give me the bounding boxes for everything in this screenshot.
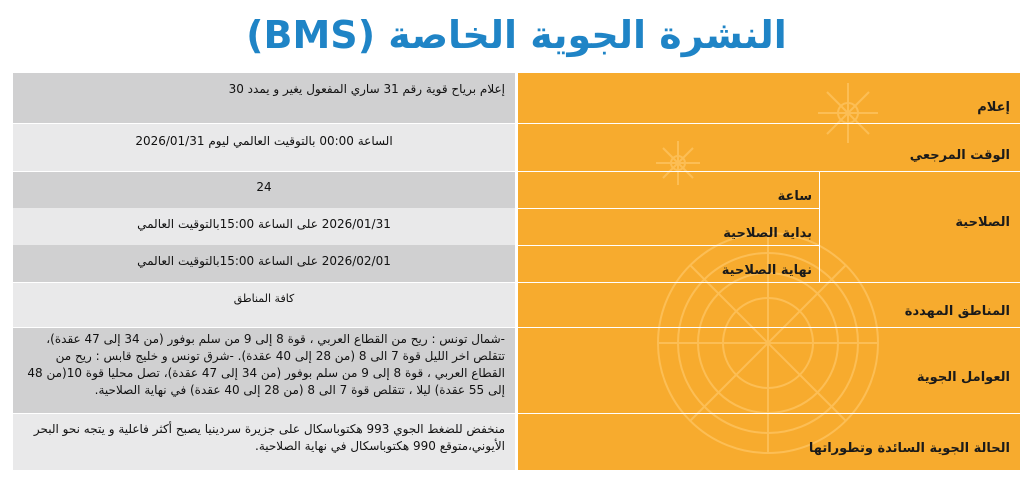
page-title: النشرة الجوية الخاصة (BMS)	[246, 13, 787, 57]
column-divider	[517, 73, 518, 470]
validity-hours-value: 24	[13, 171, 515, 208]
zones-value: كافة المناطق	[13, 282, 515, 327]
validity-subline-1	[518, 208, 820, 209]
situation-value: منخفض للضغط الجوي 993 هكتوباسكال على جزيرة سردينيا يصبح أكثر فاعلية و يتجه نحو البحر الأيوني،متوقع 990 هكتوباسكال في نهاية الصلاحية.	[13, 413, 515, 470]
alert-label: إعلام	[977, 100, 1010, 115]
validity-subline-2	[518, 245, 820, 246]
validity-end-label: نهاية الصلاحية	[721, 263, 812, 278]
validity-divider	[819, 171, 820, 282]
factors-value: -شمال تونس : ريح من القطاع العربي ، قوة 8 إلى 9 من سلم بوفور (من 34 إلى 47 عقدة)، تتقلص اخر الليل قوة 7 الى 8 (من 28 إلى 40 عقدة). -شرق تونس و خليج قابس : ريح من القطاع العربي ، قوة 8 إلى 9 من سلم بوفور (من 34 إلى 47 عقدة)، تصل محليا قوة 10(من 48 إلى 55 عقدة) ليلا ، تتقلص قوة 7 الى 8 (من 28 إلى 40 عقدة) في نهاية الصلاحية.	[13, 327, 515, 413]
ref-time-label: الوقت المرجعي	[909, 148, 1010, 163]
factors-label: العوامل الجوية	[916, 370, 1010, 385]
alert-value: إعلام برياح قوية رقم 31 ساري المفعول يغير و يمدد 30	[13, 73, 515, 123]
situation-label: الحالة الجوية السائدة وتطوراتها	[808, 441, 1010, 456]
zones-label: المناطق المهددة	[904, 304, 1010, 319]
validity-start-value: 2026/01/31 على الساعة 15:00بالتوقيت العالمي	[13, 208, 515, 245]
validity-start-label: بداية الصلاحية	[723, 226, 812, 241]
validity-hours-label: ساعة	[777, 189, 812, 204]
ref-time-value: الساعة 00:00 بالتوقيت العالمي ليوم 2026/01/31	[13, 123, 515, 171]
validity-end-value: 2026/02/01 على الساعة 15:00بالتوقيت العالمي	[13, 245, 515, 282]
validity-label: الصلاحية	[955, 215, 1010, 230]
bulletin-table	[13, 73, 1020, 470]
